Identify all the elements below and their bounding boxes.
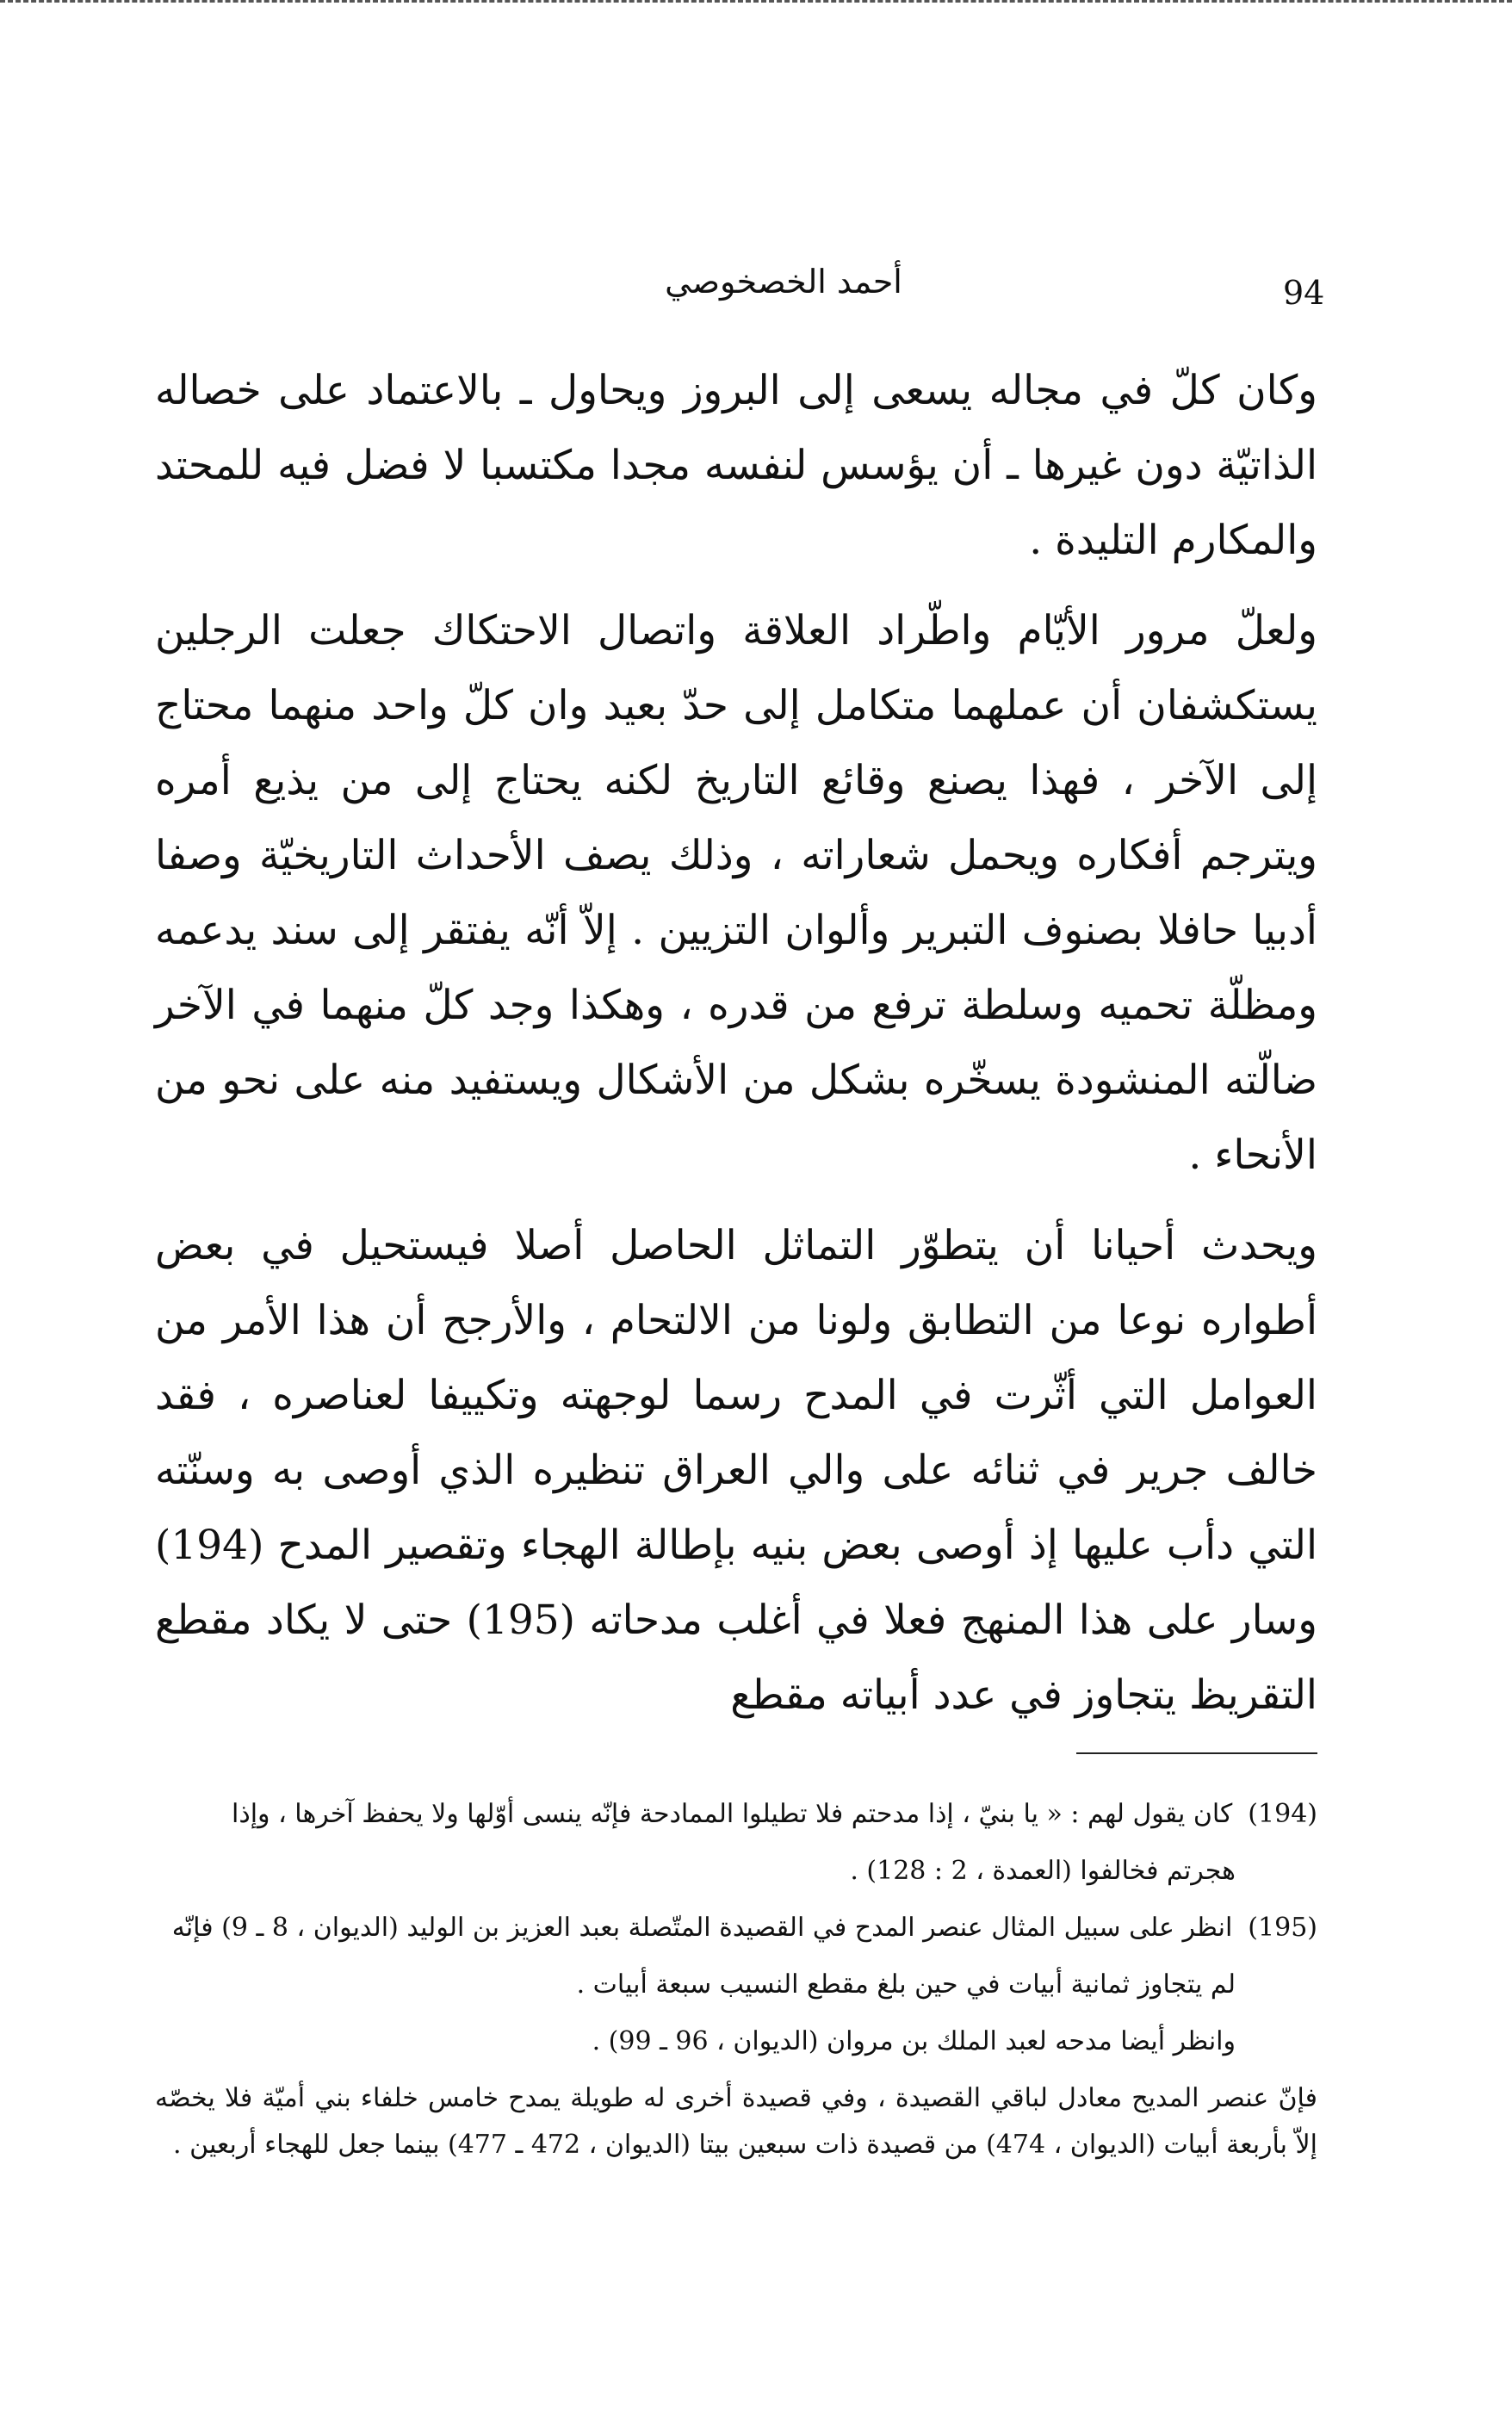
page-top-border [0, 0, 1512, 3]
paragraph-3: ويحدث أحيانا أن يتطوّر التماثل الحاصل أصلا فيستحيل في بعض أطواره نوعا من التطابق ولونا من الالتحام ، والأرجح أن هذا الأمر من العوامل التي أثّرت في المدح رسما لوجهته وتكييفا لعناصره ، فقد خالف جرير في ثنائه على والي العراق تنظيره الذي أوصى به وسنّته التي دأب عليها إذ أوصى بعض بنيه بإطالة الهجاء وتقصير المدح (194) وسار على هذا المنهج فعلا في أغلب مدحاته (195) حتى لا يكاد مقطع التقريظ يتجاوز في عدد أبياته مقطع [155, 1222, 1317, 1719]
footnote-mark: (194) [1248, 1799, 1317, 1829]
footnote-195-continuation: لم يتجاوز ثمانية أبيات في حين بلغ مقطع النسيب سبعة أبيات . [576, 1969, 1236, 2000]
footnote-text: انظر على سبيل المثال عنصر المدح في القصيدة المتّصلة بعبد العزيز بن الوليد (الديوان ، 8 ـ 9) فإنّه [171, 1913, 1233, 1943]
footnote-text: كان يقول لهم : « يا بنيّ ، إذا مدحتم فلا تطيلوا الممادحة فإنّه ينسى أوّلها ولا يحفظ آخرها ، وإذا [232, 1799, 1233, 1829]
body-text [155, 353, 1317, 1748]
footnote-195-see-also: وانظر أيضا مدحه لعبد الملك بن مروان (الديوان ، 96 ـ 99) . [592, 2026, 1236, 2056]
page-number: 94 [1283, 274, 1325, 312]
paragraph-1: وكان كلّ في مجاله يسعى إلى البروز ويحاول ـ بالاعتماد على خصاله الذاتيّة دون غيرها ـ أن يؤسس لنفسه مجدا مكتسبا لا فضل فيه للمحتد والمكارم التليدة . [155, 367, 1317, 564]
footnote-mark: (195) [1248, 1913, 1317, 1943]
paragraph-2: ولعلّ مرور الأيّام واطّراد العلاقة واتصال الاحتكاك جعلت الرجلين يستكشفان أن عملهما متكامل إلى حدّ بعيد وان كلّ واحد منهما محتاج إلى الآخر ، فهذا يصنع وقائع التاريخ لكنه يحتاج إلى من يذيع أمره ويترجم أفكاره ويحمل شعاراته ، وذلك يصف الأحداث التاريخيّة وصفا أدبيا حافلا بصنوف التبرير وألوان التزيين . إلاّ أنّه يفتقر إلى سند يدعمه ومظلّة تحميه وسلطة ترفع من قدره ، وهكذا وجد كلّ منهما في الآخر ضالّته المنشودة يسخّره بشكل من الأشكال ويستفيد منه على نحو من الأنحاء . [155, 607, 1317, 1179]
footnote-194 [155, 1791, 1317, 1838]
footnote-194-continuation: هجرتم فخالفوا (العمدة ، 2 : 128) . [850, 1856, 1236, 1886]
footnote-tail: فإنّ عنصر المديح معادل لباقي القصيدة ، وفي قصيدة أخرى له طويلة يمدح خامس خلفاء بني أميّة فلا يخصّه إلاّ بأربعة أبيات (الديوان ، 474) من قصيدة ذات سبعين بيتا (الديوان ، 472 ـ 477) بينما جعل للهجاء أربعين . [155, 2083, 1317, 2160]
footnotes [155, 1791, 1317, 2168]
running-head: أحمد الخصخوصي [665, 263, 902, 301]
footnote-195 [155, 1905, 1317, 1951]
footnote-separator [1076, 1752, 1317, 1754]
